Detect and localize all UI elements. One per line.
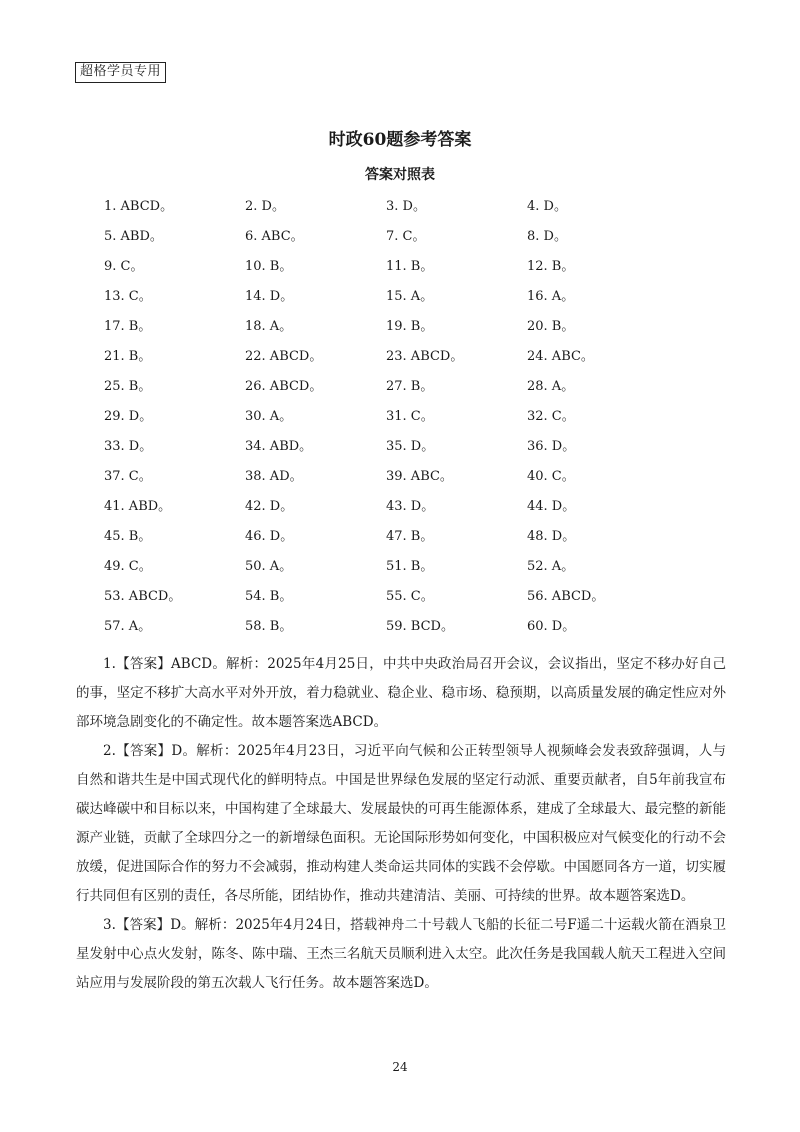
answer-item: 35. D。 bbox=[386, 439, 435, 454]
answer-item: 55. C。 bbox=[386, 589, 434, 604]
answer-item: 31. C。 bbox=[386, 409, 434, 424]
answer-item: 3. D。 bbox=[386, 199, 426, 214]
answer-item: 54. B。 bbox=[245, 589, 293, 604]
answer-item: 28. A。 bbox=[527, 379, 575, 394]
answer-item: 7. C。 bbox=[386, 229, 426, 244]
answer-item: 37. C。 bbox=[104, 469, 152, 484]
answer-item: 15. A。 bbox=[386, 289, 434, 304]
answer-item: 19. B。 bbox=[386, 319, 434, 334]
answer-item: 56. ABCD。 bbox=[527, 589, 605, 604]
answer-item: 14. D。 bbox=[245, 289, 294, 304]
answer-item: 49. C。 bbox=[104, 559, 152, 574]
answer-item: 29. D。 bbox=[104, 409, 153, 424]
answer-item: 58. B。 bbox=[245, 619, 293, 634]
explanation-2: 2.【答案】D。解析：2025年4月23日，习近平向气候和公正转型领导人视频峰会发表致辞强调，人与自然和谐共生是中国式现代化的鲜明特点。中国是世界绿色发展的坚定行动派、重要贡献者，自5年前我宣布碳达峰碳中和目标以来，中国构建了全球最大、发展最快的可再生能源体系，建成了全球最大、最完整的新能源产业链，贡献了全球四分之一的新增绿色面积。无论国际形势如何变化，中国积极应对气候变化的行动不会放缓，促进国际合作的努力不会减弱，推动构建人类命运共同体的实践不会停歇。中国愿同各方一道，切实履行共同但有区别的责任，各尽所能，团结协作，推动共建清洁、美丽、可持续的世界。故本题答案选D。 bbox=[76, 743, 726, 904]
answer-item: 46. D。 bbox=[245, 529, 294, 544]
answer-item: 21. B。 bbox=[104, 349, 152, 364]
answer-table-title: 答案对照表 bbox=[365, 167, 435, 183]
answer-item: 1. ABCD。 bbox=[104, 199, 174, 214]
answer-item: 44. D。 bbox=[527, 499, 576, 514]
answer-item: 34. ABD。 bbox=[245, 439, 313, 454]
answer-item: 40. C。 bbox=[527, 469, 575, 484]
page-title: 时政60题参考答案 bbox=[328, 130, 472, 150]
answer-item: 60. D。 bbox=[527, 619, 576, 634]
explanation-1: 1.【答案】ABCD。解析：2025年4月25日，中共中央政治局召开会议，会议指出，坚定不移办好自己的事，坚定不移扩大高水平对外开放，着力稳就业、稳企业、稳市场、稳预期，以高质量发展的确定性应对外部环境急剧变化的不确定性。故本题答案选ABCD。 bbox=[76, 656, 726, 730]
answer-item: 43. D。 bbox=[386, 499, 435, 514]
answer-item: 8. D。 bbox=[527, 229, 567, 244]
answer-item: 48. D。 bbox=[527, 529, 576, 544]
answer-item: 6. ABC。 bbox=[245, 229, 304, 244]
answer-item: 11. B。 bbox=[386, 259, 434, 274]
answer-item: 50. A。 bbox=[245, 559, 293, 574]
answer-item: 59. BCD。 bbox=[386, 619, 454, 634]
answer-item: 5. ABD。 bbox=[104, 229, 163, 244]
answer-item: 38. AD。 bbox=[245, 469, 303, 484]
answer-item: 51. B。 bbox=[386, 559, 434, 574]
answer-item: 22. ABCD。 bbox=[245, 349, 323, 364]
answer-item: 33. D。 bbox=[104, 439, 153, 454]
answer-item: 20. B。 bbox=[527, 319, 575, 334]
answer-item: 2. D。 bbox=[245, 199, 285, 214]
answer-item: 26. ABCD。 bbox=[245, 379, 323, 394]
answer-item: 25. B。 bbox=[104, 379, 152, 394]
answer-item: 18. A。 bbox=[245, 319, 293, 334]
answer-item: 27. B。 bbox=[386, 379, 434, 394]
answer-item: 10. B。 bbox=[245, 259, 293, 274]
answer-item: 52. A。 bbox=[527, 559, 575, 574]
answer-item: 16. A。 bbox=[527, 289, 575, 304]
exclusive-tag: 超格学员专用 bbox=[75, 62, 166, 83]
answer-item: 53. ABCD。 bbox=[104, 589, 182, 604]
answer-item: 39. ABC。 bbox=[386, 469, 453, 484]
answer-item: 13. C。 bbox=[104, 289, 152, 304]
answer-item: 24. ABC。 bbox=[527, 349, 594, 364]
answer-grid bbox=[104, 197, 704, 647]
answer-item: 23. ABCD。 bbox=[386, 349, 464, 364]
answer-item: 12. B。 bbox=[527, 259, 575, 274]
answer-item: 9. C。 bbox=[104, 259, 144, 274]
answer-item: 36. D。 bbox=[527, 439, 576, 454]
answer-item: 17. B。 bbox=[104, 319, 152, 334]
page-number: 24 bbox=[392, 1060, 408, 1074]
answer-item: 45. B。 bbox=[104, 529, 152, 544]
answer-item: 41. ABD。 bbox=[104, 499, 172, 514]
answer-item: 32. C。 bbox=[527, 409, 575, 424]
answer-item: 30. A。 bbox=[245, 409, 293, 424]
answer-item: 4. D。 bbox=[527, 199, 567, 214]
explanations bbox=[76, 650, 726, 998]
answer-item: 42. D。 bbox=[245, 499, 294, 514]
explanation-3: 3.【答案】D。解析：2025年4月24日，搭载神舟二十号载人飞船的长征二号F遥二十运载火箭在酒泉卫星发射中心点火发射，陈冬、陈中瑞、王杰三名航天员顺利进入太空。此次任务是我国载人航天工程进入空间站应用与发展阶段的第五次载人飞行任务。故本题答案选D。 bbox=[76, 917, 726, 991]
answer-item: 57. A。 bbox=[104, 619, 152, 634]
answer-item: 47. B。 bbox=[386, 529, 434, 544]
